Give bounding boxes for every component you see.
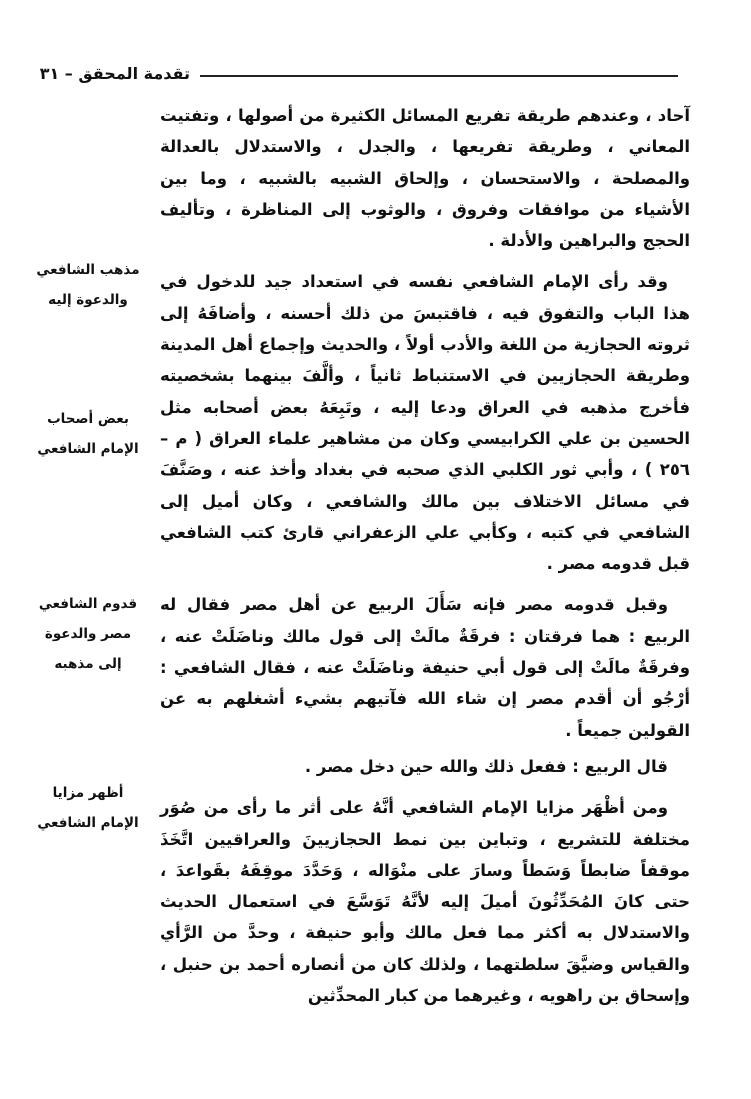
side-note-line: إلى مذهبه	[54, 656, 122, 672]
paragraph-3: وقبل قدومه مصر فإنه سَأَلَ الربيع عن أهل مصر فقال له الربيع : هما فرقتان : فرقَةٌ مالَتْ إلى قول مالك وناضَلَتْ عنه ، وفرقَةٌ مالَتْ إلى قول أبي حنيفة وناضَلَتْ عنه ، فقال الشافعي : أرْجُو أن أقدم مصر إن شاء الله فآتيهم بشيء أشغلهم به عن القولين جميعاً .	[160, 595, 690, 740]
side-note-line: والدعوة إليه	[48, 292, 128, 308]
side-note-line: مصر والدعوة	[44, 626, 132, 642]
paragraph-spacer	[160, 579, 690, 589]
paragraph-4: قال الربيع : ففعل ذلك والله حين دخل مصر .	[304, 756, 668, 776]
side-note-shafii-school	[28, 255, 148, 315]
side-note-line: قدوم الشافعي	[38, 596, 138, 612]
side-note-line: أظهر مزايا	[52, 785, 124, 801]
paragraph-1: آحاد ، وعندهم طريقة تفريع المسائل الكثيرة من أصولها ، وتفتيت المعاني ، وطريقة تفريعها ، والجدل ، والاستدلال بالعدالة والمصلحة ، والاستحسان ، وإلحاق الشبيه بالشبيه ، وما بين الأشياء من موافقات وفروق ، والوثوب إلى المناظرة ، وتأليف الحجج والبراهين والأدلة .	[160, 106, 690, 251]
main-text-column	[160, 100, 690, 1011]
side-note-line: الإمام الشافعي	[37, 441, 139, 457]
side-note-line: بعض أصحاب	[47, 411, 129, 427]
paragraph-2: وقد رأى الإمام الشافعي نفسه في استعداد جيد للدخول في هذا الباب والتفوق فيه ، فاقتبسَ من ذلك أحسنه ، وأضافَهُ إلى ثروته الحجازية من اللغة والأدب أولاً ، والحديث وإجماع أهل المدينة وطريقة الحجازيين في الاستنباط ثانياً ، وألَّفَ بينهما بشخصيته فأخرج مذهبه في العراق ودعا إليه ، وتَبِعَهُ بعض أصحابه مثل الحسين بن علي الكرابيسي وكان من مشاهير علماء العراق ( م – ٢٥٦ ) ، وأبي ثور الكلبي الذي صحبه في بغداد وأخذ عنه ، وصَنَّفَ في مسائل الاختلاف بين مالك والشافعي ، وكان أميل إلى الشافعي في كتبه ، وكأبي علي الزعفراني قارئ كتب الشافعي قبل قدومه مصر .	[160, 272, 690, 574]
side-note-line: الإمام الشافعي	[37, 815, 139, 831]
paragraph-5: ومن أظْهَر مزايا الإمام الشافعي أنَّهُ على أثر ما رأى من صُوَر مختلفة للتشريع ، وتباين بين نمط الحجازيينَ والعراقيين اتَّخَذَ موقفاً ضابطاً وَسَطاً وسارَ على منْوَاله ، وَحَدَّدَ موقِفَهُ بقَواعدَ ، حتى كانَ المُحَدِّثُونَ أميلَ إليه لأنَّهُ تَوَسَّعَ في استعمال الحديث والاستدلال به أكثر مما فعل مالك وأبو حنيفة ، وحدَّ من الرَّأي والقياس وضيَّقَ سلطتهما ، ولذلك كان من أنصاره أحمد بن حنبل ، وإسحاق بن راهويه ، وغيرهما من كبار المحدِّثين	[160, 798, 690, 1006]
side-note-merits	[28, 778, 148, 838]
paragraph-spacer	[160, 782, 690, 792]
running-header-title: تقدمة المحقق – ٣١	[39, 64, 190, 83]
side-note-line: مذهب الشافعي	[36, 262, 140, 278]
side-note-arrival-egypt	[28, 589, 148, 679]
paragraph-spacer	[160, 256, 690, 266]
side-note-companions	[28, 404, 148, 464]
header-rule	[200, 75, 678, 77]
